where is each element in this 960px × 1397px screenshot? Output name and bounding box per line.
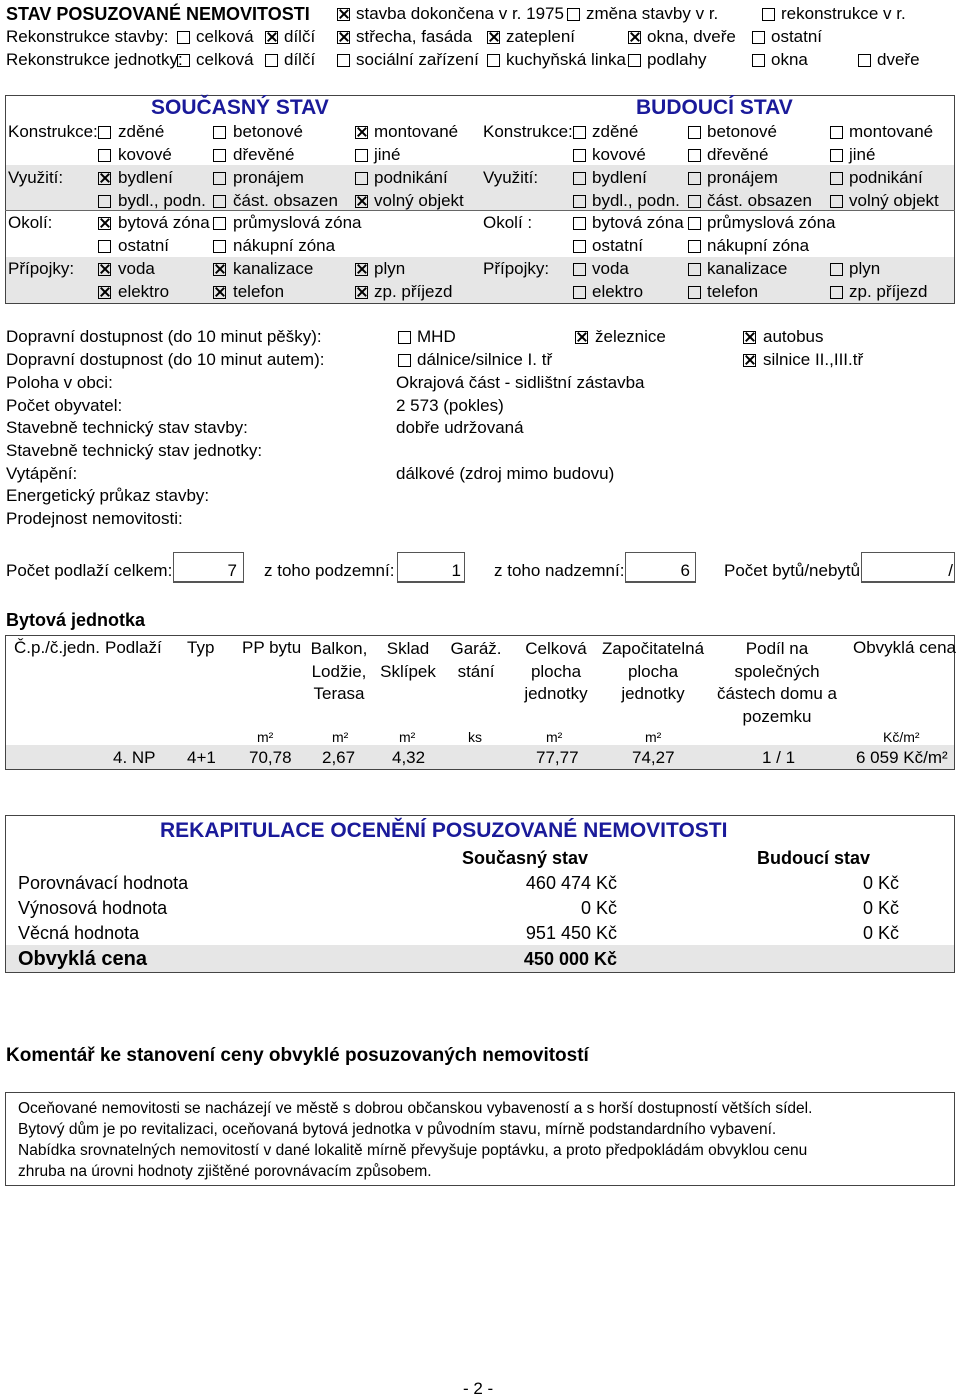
rekap-label-vynosova: Výnosová hodnota xyxy=(18,898,168,918)
pesky-label: Dopravní dostupnost (do 10 minut pěšky): xyxy=(6,327,322,346)
obyvatel-label: Počet obyvatel: xyxy=(6,396,123,415)
komentar-line: Oceňované nemovitosti se nacházejí ve městě s dobrou občanskou vybaveností a s horší dostupností větších sídel. xyxy=(18,1100,813,1117)
unit: ks xyxy=(468,729,482,745)
checkbox-future-konstrukce-kovove[interactable] xyxy=(573,149,586,162)
checkbox-zeleznice[interactable] xyxy=(575,331,588,344)
checkbox-future-vyuziti-bydleni[interactable] xyxy=(573,172,586,185)
autem-item: silnice II.,III.tř xyxy=(763,350,864,369)
rek-jednotky-label: Rekonstrukce jednotky: xyxy=(6,50,183,69)
checkbox-rek-stavby-dilci[interactable] xyxy=(265,31,278,44)
rekonstrukce-vr-label: rekonstrukce v r. xyxy=(781,4,906,23)
rekap-future-vynosova: 0 Kč xyxy=(862,898,899,918)
pripojky-item: elektro xyxy=(592,282,644,301)
pripojky-item: telefon xyxy=(707,282,759,301)
nadzemni-field: 6 xyxy=(625,552,696,583)
vyuziti-item: pronájem xyxy=(707,168,778,187)
checkbox-rek-jednotky-dilci[interactable] xyxy=(265,54,278,67)
checkbox-okoli-ostatni[interactable] xyxy=(98,240,111,253)
table-header: Obvyklá cena xyxy=(853,638,956,657)
checkbox-rek-stavby-celkova[interactable] xyxy=(177,31,190,44)
pripojky-item: zp. příjezd xyxy=(374,282,453,301)
konstrukce-item: jiné xyxy=(849,145,876,164)
okoli-item: ostatní xyxy=(592,236,644,255)
checkbox-rek-jednotky-celkova[interactable] xyxy=(177,54,190,67)
page-number: - 2 - xyxy=(463,1379,494,1397)
checkbox-future-pripojky-elektro[interactable] xyxy=(573,286,586,299)
checkbox-okoli-nakupni[interactable] xyxy=(213,240,226,253)
checkbox-rek-jednotky-dvere[interactable] xyxy=(858,54,871,67)
checkbox-rek-stavby-strecha[interactable] xyxy=(337,31,350,44)
table-cell: 4,32 xyxy=(392,748,426,767)
checkbox-vyuziti-bydl-podn[interactable] xyxy=(98,195,111,208)
unit: m² xyxy=(546,729,563,745)
komentar-line: Bytový dům je po revitalizaci, oceňovaná bytová jednotka v původním stavu, mírně podstandardního vybavení. xyxy=(18,1121,777,1138)
vytapeni-label: Vytápění: xyxy=(6,464,78,483)
checkbox-rek-jednotky-kuchyn[interactable] xyxy=(487,54,500,67)
rekap-final-label: Obvyklá cena xyxy=(18,948,147,970)
konstrukce-item: montované xyxy=(374,122,459,141)
rekap-title: REKAPITULACE OCENĚNÍ POSUZOVANÉ NEMOVITOSTI xyxy=(160,819,728,842)
checkbox-rek-jednotky-okna[interactable] xyxy=(752,54,765,67)
table-header: Typ xyxy=(187,638,215,657)
checkbox-vyuziti-volny[interactable] xyxy=(355,195,368,208)
zmena-stavby-label: změna stavby v r. xyxy=(586,4,719,23)
okoli-item: bytová zóna xyxy=(118,213,210,232)
vyuziti-label: Využití: xyxy=(8,168,64,187)
pripojky-item: voda xyxy=(592,259,629,278)
rek-jednotky-item: okna xyxy=(771,50,808,69)
vyuziti-item: část. obsazen xyxy=(707,191,812,210)
unit: m² xyxy=(645,729,662,745)
podzemni-field: 1 xyxy=(397,552,465,583)
unit: m² xyxy=(332,729,349,745)
table-cell: 70,78 xyxy=(249,748,292,767)
pesky-item: autobus xyxy=(763,327,824,346)
konstrukce-item: zděné xyxy=(592,122,639,141)
table-header: Sklad Sklípek xyxy=(380,639,436,681)
rekap-future-vecna: 0 Kč xyxy=(862,923,899,943)
konstrukce-item: betonové xyxy=(233,122,303,141)
okoli-label-future: Okolí : xyxy=(483,213,533,232)
checkbox-pripojky-elektro[interactable] xyxy=(98,286,111,299)
rekap-label-vecna: Věcná hodnota xyxy=(18,923,140,943)
table-header: Garáž. stání xyxy=(450,639,502,681)
checkbox-mhd[interactable] xyxy=(398,331,411,344)
vyuziti-item: bydl., podn. xyxy=(592,191,680,210)
pripojky-item: plyn xyxy=(849,259,881,278)
checkbox-rek-stavby-zatepleni[interactable] xyxy=(487,31,500,44)
stav-stavby-label: Stavebně technický stav stavby: xyxy=(6,418,248,437)
checkbox-rek-stavby-okna[interactable] xyxy=(628,31,641,44)
pripojky-item: telefon xyxy=(233,282,285,301)
nadzemni-label: z toho nadzemní: xyxy=(494,561,625,580)
konstrukce-item: montované xyxy=(849,122,934,141)
table-header: Podlaží xyxy=(105,638,162,657)
checkbox-rek-jednotky-socialni[interactable] xyxy=(337,54,350,67)
vyuziti-item: volný objekt xyxy=(849,191,939,210)
table-cell: 1 / 1 xyxy=(762,748,796,767)
table-cell: 2,67 xyxy=(322,748,356,767)
konstrukce-item: kovové xyxy=(592,145,646,164)
checkbox-zmena-stavby[interactable] xyxy=(567,8,580,21)
komentar-line: zhruba na úrovni hodnoty zjištěné porovnávacím způsobem. xyxy=(18,1163,432,1180)
vyuziti-item: podnikání xyxy=(374,168,448,187)
table-header: PP bytu xyxy=(242,638,302,657)
vyuziti-item: pronájem xyxy=(233,168,304,187)
checkbox-rekonstrukce-vr[interactable] xyxy=(762,8,775,21)
stav-jednotky-label: Stavebně technický stav jednotky: xyxy=(6,441,263,460)
table-header: Započitatelná plocha jednotky xyxy=(601,639,705,703)
vyuziti-item: bydlení xyxy=(592,168,647,187)
konstrukce-item: dřevěné xyxy=(707,145,769,164)
prodejnost-label: Prodejnost nemovitosti: xyxy=(6,509,183,528)
konstrukce-label: Konstrukce: xyxy=(8,122,98,141)
pripojky-item: plyn xyxy=(374,259,406,278)
table-cell: 77,77 xyxy=(536,748,579,767)
table-cell: 4. NP xyxy=(113,748,156,767)
okoli-item: nákupní zóna xyxy=(233,236,336,255)
checkbox-future-konstrukce-drevene[interactable] xyxy=(688,149,701,162)
podlazi-celkem-label: Počet podlaží celkem: xyxy=(6,561,173,580)
checkbox-future-okoli-prumyslova[interactable] xyxy=(688,217,701,230)
rekap-current-vecna: 951 450 Kč xyxy=(525,923,617,943)
table-header: Č.p./č.jedn. xyxy=(14,638,100,657)
rek-stavby-item: dílčí xyxy=(284,27,316,46)
checkbox-future-konstrukce-zdene[interactable] xyxy=(573,126,586,139)
checkbox-rek-stavby-ostatni[interactable] xyxy=(752,31,765,44)
rekap-label-porovnavaci: Porovnávací hodnota xyxy=(18,873,189,893)
vyuziti-item: bydlení xyxy=(118,168,173,187)
stavba-dokoncena-label: stavba dokončena v r. 1975 xyxy=(356,4,564,23)
checkbox-stavba-dokoncena[interactable] xyxy=(337,8,350,21)
okoli-item: nákupní zóna xyxy=(707,236,810,255)
obyvatel-value: 2 573 (pokles) xyxy=(396,396,504,415)
unit: Kč/m² xyxy=(883,729,920,745)
checkbox-okoli-prumyslova[interactable] xyxy=(213,217,226,230)
checkbox-future-vyuziti-pronajem[interactable] xyxy=(688,172,701,185)
checkbox-pripojky-kanalizace[interactable] xyxy=(213,263,226,276)
table-cell: 74,27 xyxy=(632,748,675,767)
checkbox-silnice[interactable] xyxy=(743,354,756,367)
rekap-col-current: Současný stav xyxy=(462,848,589,868)
checkbox-pripojky-prijezd[interactable] xyxy=(355,286,368,299)
rekap-current-porovnavaci: 460 474 Kč xyxy=(525,873,617,893)
pripojky-label-future: Přípojky: xyxy=(483,259,550,278)
byty-label: Počet bytů/nebytů xyxy=(724,561,861,580)
future-state-header: BUDOUCÍ STAV xyxy=(636,96,793,119)
rek-stavby-item: okna, dveře xyxy=(647,27,736,46)
unit: m² xyxy=(399,729,416,745)
table-cell: 6 059 Kč/m² xyxy=(856,748,948,767)
checkbox-future-konstrukce-betonove[interactable] xyxy=(688,126,701,139)
checkbox-vyuziti-pronajem[interactable] xyxy=(213,172,226,185)
pripojky-label: Přípojky: xyxy=(8,259,75,278)
checkbox-future-konstrukce-jine[interactable] xyxy=(830,149,843,162)
rek-stavby-item: střecha, fasáda xyxy=(356,27,473,46)
table-header: Balkon, Lodžie, Terasa xyxy=(310,639,368,703)
checkbox-future-vyuziti-podnikani[interactable] xyxy=(830,172,843,185)
rek-jednotky-item: dílčí xyxy=(284,50,316,69)
konstrukce-label-future: Konstrukce: xyxy=(483,122,573,141)
checkbox-future-okoli-ostatni[interactable] xyxy=(573,240,586,253)
checkbox-vyuziti-bydleni[interactable] xyxy=(98,172,111,185)
vytapeni-value: dálkové (zdroj mimo budovu) xyxy=(396,464,615,483)
checkbox-future-konstrukce-montovane[interactable] xyxy=(830,126,843,139)
pripojky-item: voda xyxy=(118,259,155,278)
okoli-item: průmyslová zóna xyxy=(233,213,362,232)
konstrukce-item: zděné xyxy=(118,122,165,141)
rek-jednotky-item: podlahy xyxy=(647,50,707,69)
checkbox-future-pripojky-plyn[interactable] xyxy=(830,263,843,276)
rek-jednotky-item: sociální zařízení xyxy=(356,50,479,69)
vyuziti-label-future: Využití: xyxy=(483,168,539,187)
konstrukce-item: betonové xyxy=(707,122,777,141)
checkbox-konstrukce-betonove[interactable] xyxy=(213,126,226,139)
checkbox-future-pripojky-prijezd[interactable] xyxy=(830,286,843,299)
current-state-header: SOUČASNÝ STAV xyxy=(151,96,329,119)
rek-stavby-item: ostatní xyxy=(771,27,823,46)
table-header: Podíl na společných částech domu a pozemku xyxy=(716,639,837,726)
podzemni-label: z toho podzemní: xyxy=(264,561,395,580)
pripojky-item: kanalizace xyxy=(233,259,314,278)
rekap-future-porovnavaci: 0 Kč xyxy=(862,873,899,893)
checkbox-pripojky-plyn[interactable] xyxy=(355,263,368,276)
poloha-value: Okrajová část - sidlištní zástavba xyxy=(396,373,645,392)
rek-jednotky-item: dveře xyxy=(877,50,920,69)
checkbox-vyuziti-podnikani[interactable] xyxy=(355,172,368,185)
checkbox-konstrukce-jine[interactable] xyxy=(355,149,368,162)
autem-label: Dopravní dostupnost (do 10 minut autem): xyxy=(6,350,325,369)
vyuziti-item: bydl., podn. xyxy=(118,191,206,210)
checkbox-future-pripojky-kanalizace[interactable] xyxy=(688,263,701,276)
checkbox-okoli-bytova[interactable] xyxy=(98,217,111,230)
table-header: Celková plocha jednotky xyxy=(524,639,588,703)
checkbox-future-okoli-nakupni[interactable] xyxy=(688,240,701,253)
konstrukce-item: dřevěné xyxy=(233,145,295,164)
vyuziti-item: podnikání xyxy=(849,168,923,187)
rek-jednotky-item: kuchyňská linka xyxy=(506,50,627,69)
pripojky-item: zp. příjezd xyxy=(849,282,928,301)
autem-item: dálnice/silnice I. tř xyxy=(417,350,553,369)
checkbox-future-vyuziti-cast-obsazen[interactable] xyxy=(688,195,701,208)
checkbox-future-vyuziti-volny[interactable] xyxy=(830,195,843,208)
rek-jednotky-item: celková xyxy=(196,50,254,69)
checkbox-dalnice[interactable] xyxy=(398,354,411,367)
byty-field: / xyxy=(861,552,955,583)
jednotka-title: Bytová jednotka xyxy=(6,610,146,630)
pesky-item: MHD xyxy=(417,327,456,346)
checkbox-konstrukce-kovove[interactable] xyxy=(98,149,111,162)
checkbox-future-pripojky-voda[interactable] xyxy=(573,263,586,276)
rekap-col-future: Budoucí stav xyxy=(757,848,871,868)
section-title: STAV POSUZOVANÉ NEMOVITOSTI xyxy=(6,4,310,24)
checkbox-autobus[interactable] xyxy=(743,331,756,344)
checkbox-rek-jednotky-podlahy[interactable] xyxy=(628,54,641,67)
checkbox-vyuziti-cast-obsazen[interactable] xyxy=(213,195,226,208)
checkbox-future-pripojky-telefon[interactable] xyxy=(688,286,701,299)
komentar-line: Nabídka srovnatelných nemovitostí v dané lokalitě mírně převyšuje poptávku, a proto předpokládám obvyklou cenu xyxy=(18,1142,808,1159)
okoli-item: ostatní xyxy=(118,236,170,255)
komentar-title: Komentář ke stanovení ceny obvyklé posuzovaných nemovitostí xyxy=(6,1045,589,1066)
vyuziti-item: volný objekt xyxy=(374,191,464,210)
rekap-final-value: 450 000 Kč xyxy=(523,949,617,969)
checkbox-future-okoli-bytova[interactable] xyxy=(573,217,586,230)
okoli-item: průmyslová zóna xyxy=(707,213,836,232)
pripojky-item: kanalizace xyxy=(707,259,788,278)
checkbox-future-vyuziti-bydl-podn[interactable] xyxy=(573,195,586,208)
pesky-item: železnice xyxy=(595,327,666,346)
checkbox-pripojky-voda[interactable] xyxy=(98,263,111,276)
checkbox-konstrukce-montovane[interactable] xyxy=(355,126,368,139)
konstrukce-item: jiné xyxy=(374,145,401,164)
okoli-item: bytová zóna xyxy=(592,213,684,232)
pripojky-item: elektro xyxy=(118,282,170,301)
rek-stavby-item: zateplení xyxy=(506,27,575,46)
table-cell: 4+1 xyxy=(187,748,216,767)
prukaz-label: Energetický průkaz stavby: xyxy=(6,486,210,505)
unit: m² xyxy=(257,729,274,745)
rek-stavby-item: celková xyxy=(196,27,254,46)
rekap-current-vynosova: 0 Kč xyxy=(580,898,617,918)
checkbox-pripojky-telefon[interactable] xyxy=(213,286,226,299)
rek-stavby-label: Rekonstrukce stavby: xyxy=(6,27,169,46)
checkbox-konstrukce-zdene[interactable] xyxy=(98,126,111,139)
okoli-label: Okolí: xyxy=(8,213,53,232)
stav-stavby-value: dobře udržovaná xyxy=(396,418,524,437)
podlazi-celkem-field: 7 xyxy=(173,552,244,583)
poloha-label: Poloha v obci: xyxy=(6,373,113,392)
checkbox-konstrukce-drevene[interactable] xyxy=(213,149,226,162)
konstrukce-item: kovové xyxy=(118,145,172,164)
vyuziti-item: část. obsazen xyxy=(233,191,338,210)
